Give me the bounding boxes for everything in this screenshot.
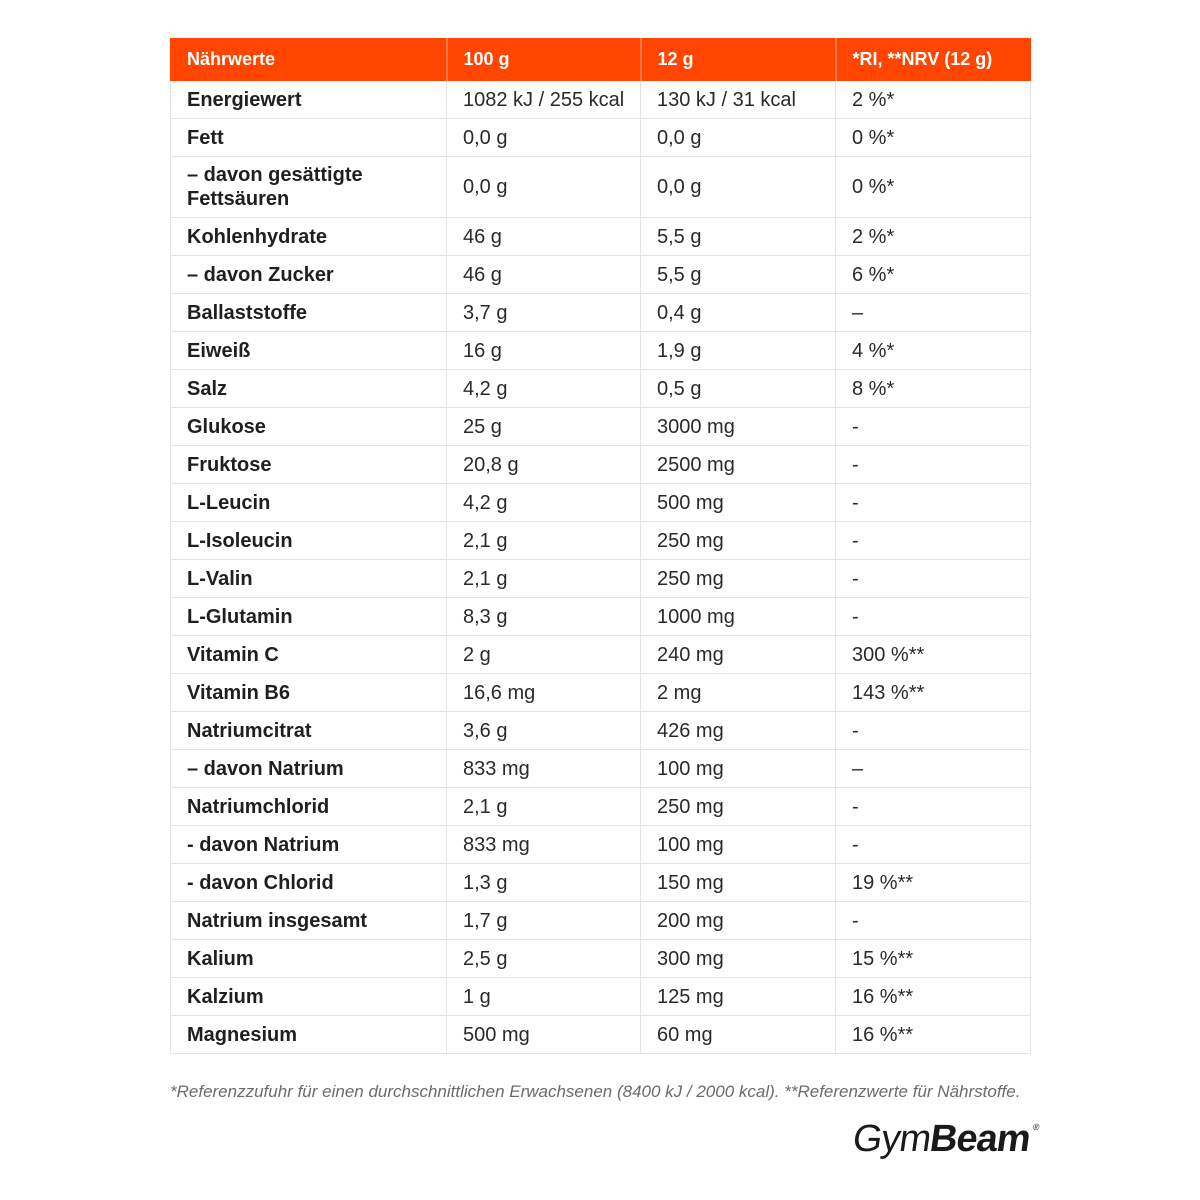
value-per-12g: 3000 mg <box>641 408 836 446</box>
value-per-100g: 2 g <box>447 636 641 674</box>
value-per-12g: 300 mg <box>641 940 836 978</box>
table-row <box>171 636 1031 674</box>
nutrient-name: Kohlenhydrate <box>171 218 447 256</box>
value-per-100g: 46 g <box>447 218 641 256</box>
value-per-12g: 250 mg <box>641 788 836 826</box>
nutrient-name: Magnesium <box>171 1016 447 1054</box>
value-per-100g: 2,1 g <box>447 522 641 560</box>
value-per-12g: 60 mg <box>641 1016 836 1054</box>
table-row <box>171 370 1031 408</box>
ri-nrv-value: - <box>836 408 1031 446</box>
nutrient-name: – davon Zucker <box>171 256 447 294</box>
value-per-100g: 833 mg <box>447 750 641 788</box>
value-per-100g: 16,6 mg <box>447 674 641 712</box>
table-row <box>171 522 1031 560</box>
value-per-12g: 1000 mg <box>641 598 836 636</box>
header-naehrwerte: Nährwerte <box>171 39 447 81</box>
header-12g: 12 g <box>641 39 836 81</box>
value-per-12g: 100 mg <box>641 826 836 864</box>
value-per-100g: 20,8 g <box>447 446 641 484</box>
table-row <box>171 940 1031 978</box>
ri-nrv-value: - <box>836 826 1031 864</box>
table-row <box>171 674 1031 712</box>
value-per-100g: 16 g <box>447 332 641 370</box>
header-row <box>171 39 1031 81</box>
table-row <box>171 119 1031 157</box>
ri-nrv-value: - <box>836 712 1031 750</box>
ri-nrv-value: - <box>836 522 1031 560</box>
table-row <box>171 560 1031 598</box>
value-per-12g: 5,5 g <box>641 256 836 294</box>
nutrient-name: Natriumcitrat <box>171 712 447 750</box>
nutrient-name: Vitamin B6 <box>171 674 447 712</box>
ri-nrv-value: - <box>836 788 1031 826</box>
value-per-100g: 3,6 g <box>447 712 641 750</box>
ri-nrv-value: 143 %** <box>836 674 1031 712</box>
nutrient-name: Natriumchlorid <box>171 788 447 826</box>
value-per-100g: 1082 kJ / 255 kcal <box>447 81 641 119</box>
nutrient-name: Ballaststoffe <box>171 294 447 332</box>
table-row <box>171 826 1031 864</box>
nutrient-name: Fruktose <box>171 446 447 484</box>
ri-nrv-value: - <box>836 446 1031 484</box>
value-per-12g: 2500 mg <box>641 446 836 484</box>
value-per-100g: 2,5 g <box>447 940 641 978</box>
ri-nrv-value: 15 %** <box>836 940 1031 978</box>
table-row <box>171 408 1031 446</box>
ri-nrv-value: 6 %* <box>836 256 1031 294</box>
ri-nrv-value: 4 %* <box>836 332 1031 370</box>
value-per-12g: 0,5 g <box>641 370 836 408</box>
nutrient-name: – davon gesättigte Fettsäuren <box>171 157 447 218</box>
value-per-100g: 4,2 g <box>447 370 641 408</box>
value-per-12g: 150 mg <box>641 864 836 902</box>
nutrient-name: Salz <box>171 370 447 408</box>
value-per-12g: 200 mg <box>641 902 836 940</box>
table-row <box>171 864 1031 902</box>
nutrient-name: L-Glutamin <box>171 598 447 636</box>
value-per-100g: 2,1 g <box>447 788 641 826</box>
value-per-100g: 25 g <box>447 408 641 446</box>
value-per-100g: 4,2 g <box>447 484 641 522</box>
value-per-12g: 240 mg <box>641 636 836 674</box>
value-per-100g: 0,0 g <box>447 157 641 218</box>
value-per-12g: 5,5 g <box>641 218 836 256</box>
value-per-100g: 833 mg <box>447 826 641 864</box>
table-row <box>171 750 1031 788</box>
nutrient-name: - davon Natrium <box>171 826 447 864</box>
ri-nrv-value: 0 %* <box>836 119 1031 157</box>
logo-gym: Gym <box>850 1118 934 1160</box>
nutrient-name: L-Valin <box>171 560 447 598</box>
value-per-12g: 2 mg <box>641 674 836 712</box>
value-per-12g: 426 mg <box>641 712 836 750</box>
table-row <box>171 256 1031 294</box>
value-per-100g: 3,7 g <box>447 294 641 332</box>
value-per-100g: 500 mg <box>447 1016 641 1054</box>
table-row <box>171 978 1031 1016</box>
nutrient-name: Glukose <box>171 408 447 446</box>
ri-nrv-value: - <box>836 484 1031 522</box>
table-header <box>171 39 1031 81</box>
nutrient-name: L-Isoleucin <box>171 522 447 560</box>
ri-nrv-value: – <box>836 750 1031 788</box>
nutrient-name: Vitamin C <box>171 636 447 674</box>
ri-nrv-value: 2 %* <box>836 218 1031 256</box>
table-row <box>171 598 1031 636</box>
value-per-12g: 1,9 g <box>641 332 836 370</box>
value-per-100g: 1,3 g <box>447 864 641 902</box>
value-per-100g: 1,7 g <box>447 902 641 940</box>
nutrient-name: Kalium <box>171 940 447 978</box>
nutrient-name: Natrium insgesamt <box>171 902 447 940</box>
table-row <box>171 788 1031 826</box>
nutrient-name: L-Leucin <box>171 484 447 522</box>
nutrient-name: Kalzium <box>171 978 447 1016</box>
ri-nrv-value: 19 %** <box>836 864 1031 902</box>
logo-beam: Beam <box>927 1118 1034 1160</box>
value-per-12g: 0,0 g <box>641 119 836 157</box>
ri-nrv-value: 0 %* <box>836 157 1031 218</box>
value-per-100g: 1 g <box>447 978 641 1016</box>
header-ri-nrv: *RI, **NRV (12 g) <box>836 39 1031 81</box>
value-per-100g: 46 g <box>447 256 641 294</box>
value-per-12g: 250 mg <box>641 522 836 560</box>
table-row <box>171 294 1031 332</box>
table-row <box>171 902 1031 940</box>
table-body <box>171 81 1031 1054</box>
nutrient-name: - davon Chlorid <box>171 864 447 902</box>
nutrient-name: Eiweiß <box>171 332 447 370</box>
registered-mark: ® <box>1032 1122 1041 1132</box>
ri-nrv-value: 16 %** <box>836 978 1031 1016</box>
gymbeam-logo <box>850 1118 1041 1161</box>
ri-nrv-value: 2 %* <box>836 81 1031 119</box>
table-row <box>171 218 1031 256</box>
ri-nrv-value: 8 %* <box>836 370 1031 408</box>
value-per-12g: 0,0 g <box>641 157 836 218</box>
header-100g: 100 g <box>447 39 641 81</box>
footnote: *Referenzzufuhr für einen durchschnittlichen Erwachsenen (8400 kJ / 2000 kcal). **Referenzwerte für Nährstoffe. <box>170 1082 1021 1101</box>
value-per-12g: 250 mg <box>641 560 836 598</box>
table-row <box>171 332 1031 370</box>
value-per-12g: 100 mg <box>641 750 836 788</box>
ri-nrv-value: 16 %** <box>836 1016 1031 1054</box>
table-row <box>171 484 1031 522</box>
nutrition-table <box>170 38 1031 1054</box>
nutrient-name: Fett <box>171 119 447 157</box>
ri-nrv-value: - <box>836 560 1031 598</box>
value-per-100g: 2,1 g <box>447 560 641 598</box>
value-per-12g: 500 mg <box>641 484 836 522</box>
value-per-100g: 8,3 g <box>447 598 641 636</box>
value-per-12g: 0,4 g <box>641 294 836 332</box>
nutrient-name: Energiewert <box>171 81 447 119</box>
table-row <box>171 1016 1031 1054</box>
ri-nrv-value: - <box>836 598 1031 636</box>
value-per-12g: 125 mg <box>641 978 836 1016</box>
value-per-100g: 0,0 g <box>447 119 641 157</box>
ri-nrv-value: - <box>836 902 1031 940</box>
nutrient-name: – davon Natrium <box>171 750 447 788</box>
table-row <box>171 446 1031 484</box>
table-row <box>171 712 1031 750</box>
table-row <box>171 81 1031 119</box>
value-per-12g: 130 kJ / 31 kcal <box>641 81 836 119</box>
ri-nrv-value: 300 %** <box>836 636 1031 674</box>
ri-nrv-value: – <box>836 294 1031 332</box>
table-row <box>171 157 1031 218</box>
